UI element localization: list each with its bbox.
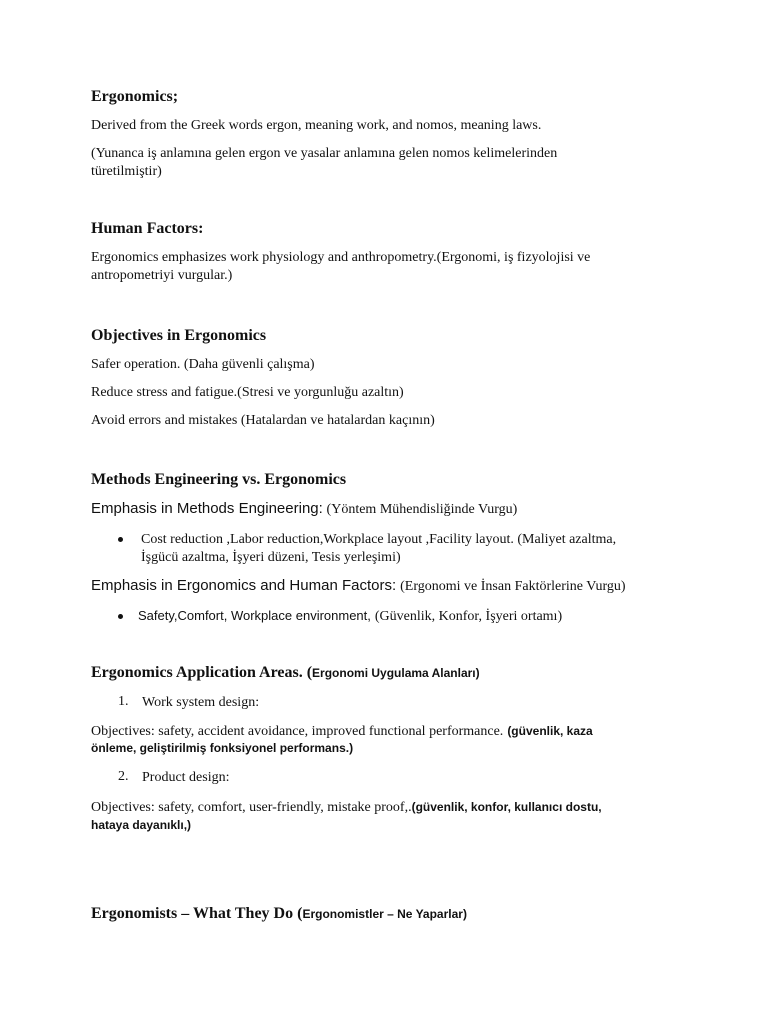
emphasis-ergonomics-line: [91, 577, 626, 596]
objective-item: Reduce stress and fatigue.(Stresi ve yorgunluğu azaltın): [91, 385, 404, 400]
application-areas-title-tr: Ergonomi Uygulama Alanları): [312, 666, 480, 680]
definition-line: Derived from the Greek words ergon, meaning work, and nomos, meaning laws.: [91, 118, 542, 133]
emphasis-ergonomics-tr: (Ergonomi ve İnsan Faktörlerine Vurgu): [400, 579, 626, 594]
methods-bullet-line-1: Cost reduction ,Labor reduction,Workplace layout ,Facility layout. (Maliyet azaltma,: [141, 532, 617, 547]
ergonomists-title-tr: Ergonomistler – Ne Yaparlar): [302, 907, 467, 921]
heading-methods-vs-ergonomics: Methods Engineering vs. Ergonomics: [91, 471, 347, 488]
ergonomics-bullet-en: Safety,Comfort, Workplace environment,: [138, 608, 371, 623]
bullet-dot: [118, 537, 123, 542]
ergonomics-bullet-line: [138, 607, 562, 626]
emphasis-methods-line: [91, 500, 517, 519]
emphasis-ergonomics-label: Emphasis in Ergonomics and Human Factors:: [91, 577, 397, 594]
human-factors-line-1: Ergonomics emphasizes work physiology and anthropometry.(Ergonomi, iş fizyolojisi ve: [91, 250, 591, 265]
objectives-work-system-line-1: [91, 722, 593, 741]
list-item-product-design: Product design:: [142, 770, 230, 785]
ergonomics-bullet-tr: (Güvenlik, Konfor, İşyeri ortamı): [374, 609, 563, 624]
objectives-work-system-en: Objectives: safety, accident avoidance, improved functional performance.: [91, 724, 504, 739]
objectives-product-line-2: hataya dayanıklı,): [91, 818, 192, 832]
objective-item: Avoid errors and mistakes (Hatalardan ve hatalardan kaçının): [91, 413, 435, 428]
objectives-product-line-1: [91, 798, 602, 817]
objectives-work-system-line-2: önleme, geliştirilmiş fonksiyonel performans.): [91, 741, 354, 755]
heading-ergonomists: [91, 905, 467, 923]
list-number: 1.: [118, 694, 129, 709]
objective-item: Safer operation. (Daha güvenli çalışma): [91, 357, 315, 372]
objectives-product-tr: (güvenlik, konfor, kullanıcı dostu,: [411, 800, 602, 814]
ergonomists-title: Ergonomists – What They Do (: [91, 905, 303, 922]
bullet-dot: [118, 614, 123, 619]
list-number: 2.: [118, 769, 129, 784]
objectives-work-system-tr: (güvenlik, kaza: [507, 724, 593, 738]
emphasis-methods-tr: (Yöntem Mühendisliğinde Vurgu): [326, 502, 518, 517]
heading-ergonomics: Ergonomics;: [91, 88, 179, 105]
definition-tr-line-1: (Yunanca iş anlamına gelen ergon ve yasalar anlamına gelen nomos kelimelerinden: [91, 146, 558, 161]
objectives-product-en: Objectives: safety, comfort, user-friendly, mistake proof,.: [91, 800, 412, 815]
heading-application-areas: [91, 664, 480, 682]
heading-human-factors: Human Factors:: [91, 220, 204, 237]
methods-bullet-line-2: İşgücü azaltma, İşyeri düzeni, Tesis yerleşimi): [141, 550, 401, 565]
heading-objectives: Objectives in Ergonomics: [91, 327, 267, 344]
emphasis-methods-label: Emphasis in Methods Engineering:: [91, 500, 323, 517]
list-item-work-system: Work system design:: [142, 695, 260, 710]
application-areas-title: Ergonomics Application Areas. (: [91, 664, 313, 681]
human-factors-line-2: antropometriyi vurgular.): [91, 268, 233, 283]
definition-tr-line-2: türetilmiştir): [91, 164, 162, 179]
